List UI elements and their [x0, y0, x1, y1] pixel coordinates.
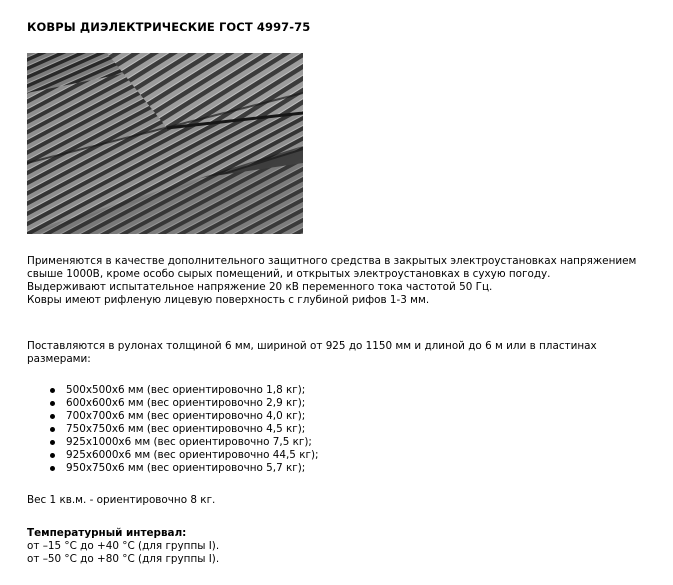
temperature-line: от –15 °С до +40 °С (для группы I). [27, 540, 220, 552]
bullet-icon [50, 453, 55, 458]
list-item: 500x500x6 мм (вес ориентировочно 1,8 кг); [27, 384, 319, 397]
list-item: 750x750x6 мм (вес ориентировочно 4,5 кг); [27, 423, 319, 436]
dielectric-mat-photo [27, 53, 303, 234]
list-item: 700x700x6 мм (вес ориентировочно 4,0 кг); [27, 410, 319, 423]
description-paragraph: Ковры имеют рифленую лицевую поверхность с глубиной рифов 1-3 мм. [27, 294, 430, 306]
page-title: КОВРЫ ДИЭЛЕКТРИЧЕСКИЕ ГОСТ 4997-75 [27, 20, 311, 34]
bullet-icon [50, 414, 55, 419]
temperature-line: от –50 °С до +80 °С (для группы I). [27, 553, 220, 565]
bullet-icon [50, 466, 55, 471]
bullet-icon [50, 427, 55, 432]
weight-text: Вес 1 кв.м. - ориентировочно 8 кг. [27, 494, 216, 506]
list-item: 600x600x6 мм (вес ориентировочно 2,9 кг); [27, 397, 319, 410]
bullet-icon [50, 440, 55, 445]
bullet-icon [50, 401, 55, 406]
list-item: 925x6000x6 мм (вес ориентировочно 44,5 кг); [27, 449, 319, 462]
description-block [27, 255, 647, 307]
supply-text: Поставляются в рулонах толщиной 6 мм, шириной от 925 до 1150 мм и длиной до 6 м или в пластинах размерами: [27, 340, 597, 365]
sizes-list [27, 384, 319, 475]
list-item: 950x750x6 мм (вес ориентировочно 5,7 кг); [27, 462, 319, 475]
temperature-list [27, 540, 219, 566]
temperature-heading: Температурный интервал: [27, 527, 187, 539]
list-item: 925x1000x6 мм (вес ориентировочно 7,5 кг); [27, 436, 319, 449]
description-paragraph: Выдерживают испытательное напряжение 20 кВ переменного тока частотой 50 Гц. [27, 281, 493, 293]
bullet-icon [50, 388, 55, 393]
description-paragraph: Применяются в качестве дополнительного защитного средства в закрытых электроустановках напряжением свыше 1000В, кроме особо сырых помещений, и открытых электроустановках в сухую погоду. [27, 255, 637, 280]
